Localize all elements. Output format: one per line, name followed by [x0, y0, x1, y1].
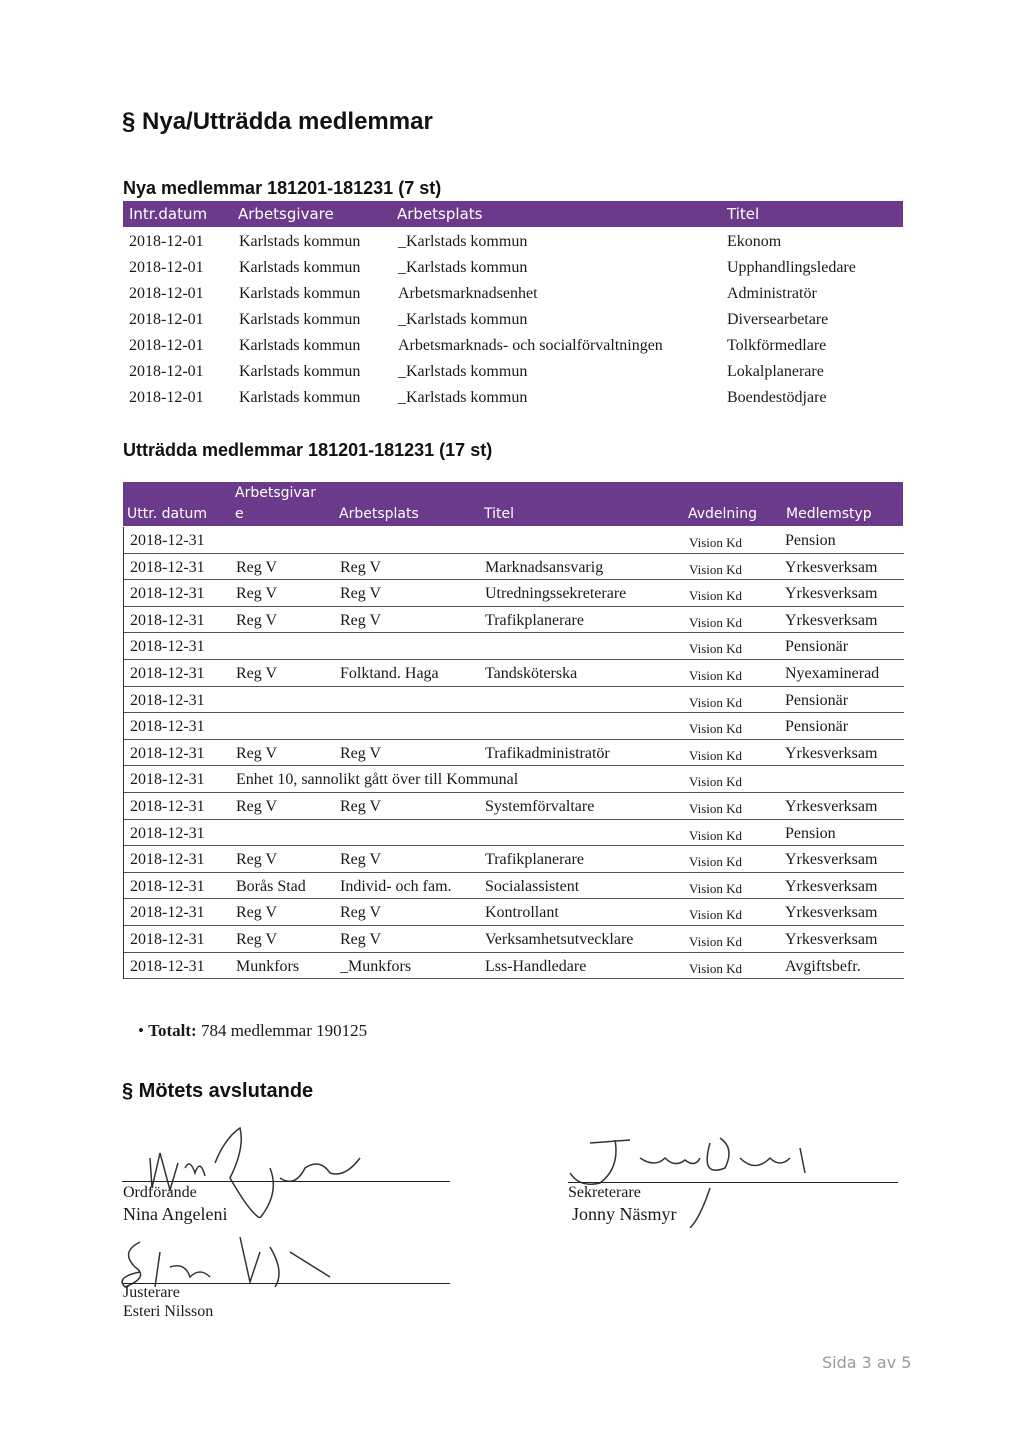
new-members-title: Nya medlemmar 181201-181231 (7 st): [123, 178, 442, 198]
table-row: [0, 308, 1024, 334]
chair-name: Nina Angeleni: [123, 1204, 228, 1224]
table-cell: _Karlstads kommun: [398, 259, 528, 276]
closing-heading: § Mötets avslutande: [122, 1080, 314, 1102]
table-row: [124, 527, 904, 554]
table-cell: 2018-12-31: [130, 824, 205, 842]
table-cell: Upphandlingsledare: [727, 259, 856, 276]
table-row: [124, 820, 904, 847]
table-cell: Karlstads kommun: [239, 259, 361, 276]
col-arbetsplats: Arbetsplats: [397, 205, 483, 223]
table-cell: Borås Stad: [236, 877, 306, 895]
table-cell: Reg V: [340, 797, 382, 815]
table-cell: Trafikplanerare: [485, 611, 584, 629]
table-cell: 2018-12-31: [130, 585, 205, 603]
table-cell: Pension: [785, 824, 836, 842]
table-cell: Vision Kd: [689, 880, 743, 896]
table-cell: Pensionär: [785, 638, 849, 656]
col-arbetsgivare-2: e: [235, 506, 244, 522]
left-members-table: [123, 527, 904, 979]
table-cell: 2018-12-01: [129, 337, 204, 354]
table-cell: Yrkesverksam: [785, 558, 878, 576]
table-cell: Karlstads kommun: [239, 311, 361, 328]
col-arbetsgivare-1: Arbetsgivar: [235, 485, 317, 501]
table-cell: Verksamhetsutvecklare: [485, 930, 634, 948]
col-arbetsgivare: Arbetsgivare: [238, 205, 334, 223]
table-cell: Administratör: [727, 285, 817, 302]
table-cell: 2018-12-31: [130, 957, 205, 975]
table-cell: Marknadsansvarig: [485, 558, 604, 576]
table-cell: Pensionär: [785, 691, 849, 709]
table-cell: Diversearbetare: [727, 311, 829, 328]
table-row: [0, 386, 1024, 412]
table-cell: Vision Kd: [689, 667, 743, 683]
table-cell: 2018-12-01: [129, 389, 204, 406]
table-cell: 2018-12-31: [130, 718, 205, 736]
col-medlemstyp: Medlemstyp: [786, 506, 872, 522]
table-row: [0, 334, 1024, 360]
table-cell: 2018-12-01: [129, 259, 204, 276]
table-cell: Vision Kd: [689, 747, 743, 763]
table-cell: Reg V: [340, 558, 382, 576]
table-cell: _Munkfors: [340, 957, 412, 975]
table-cell: 2018-12-31: [130, 930, 205, 948]
table-cell: Karlstads kommun: [239, 389, 361, 406]
table-cell: Karlstads kommun: [239, 337, 361, 354]
table-cell: 2018-12-31: [130, 797, 205, 815]
table-cell: Reg V: [236, 744, 278, 762]
table-cell: Nyexaminerad: [785, 664, 880, 682]
table-cell: Tandsköterska: [485, 664, 578, 682]
table-cell: 2018-12-01: [129, 233, 204, 250]
table-cell: Reg V: [236, 930, 278, 948]
left-members-title: Utträdda medlemmar 181201-181231 (17 st): [123, 440, 493, 460]
table-cell: Reg V: [236, 851, 278, 869]
total-text: 784 medlemmar 190125: [200, 1021, 368, 1040]
table-cell: Yrkesverksam: [785, 904, 878, 922]
table-cell: Yrkesverksam: [785, 744, 878, 762]
table-cell: Reg V: [236, 558, 278, 576]
table-cell: Yrkesverksam: [785, 851, 878, 869]
table-cell: Individ- och fam.: [340, 877, 452, 895]
table-row: [124, 580, 904, 607]
table-cell: Vision Kd: [689, 561, 743, 577]
table-cell: Reg V: [340, 851, 382, 869]
table-cell: 2018-12-31: [130, 691, 205, 709]
table-cell: 2018-12-31: [130, 904, 205, 922]
col-intr-datum: Intr.datum: [129, 205, 208, 223]
table-cell: _Karlstads kommun: [398, 311, 528, 328]
total-label: Totalt:: [148, 1021, 197, 1040]
table-cell: Vision Kd: [689, 933, 743, 949]
table-cell: Vision Kd: [689, 827, 743, 843]
table-cell: 2018-12-31: [130, 638, 205, 656]
total-line: [138, 1021, 367, 1041]
col-avdelning: Avdelning: [688, 506, 757, 522]
table-cell: Systemförvaltare: [485, 797, 595, 815]
table-cell: Vision Kd: [689, 960, 743, 976]
table-cell: Yrkesverksam: [785, 797, 878, 815]
adjuster-role: Justerare: [123, 1284, 180, 1301]
table-cell: Yrkesverksam: [785, 930, 878, 948]
table-cell: Vision Kd: [689, 588, 743, 604]
table-cell: Pensionär: [785, 718, 849, 736]
table-cell: 2018-12-01: [129, 285, 204, 302]
table-cell: 2018-12-31: [130, 664, 205, 682]
table-row: [124, 713, 904, 740]
table-row: [124, 633, 904, 660]
table-cell: Socialassistent: [485, 877, 580, 895]
table-cell: Ekonom: [727, 233, 782, 250]
table-cell: Yrkesverksam: [785, 611, 878, 629]
table-cell: Arbetsmarknads- och socialförvaltningen: [398, 337, 663, 354]
table-cell: Trafikplanerare: [485, 851, 584, 869]
bullet-icon: •: [138, 1021, 144, 1040]
table-cell: Vision Kd: [689, 800, 743, 816]
table-cell: 2018-12-31: [130, 877, 205, 895]
table-cell: Reg V: [236, 904, 278, 922]
table-row: [0, 230, 1024, 256]
table-cell: Vision Kd: [689, 907, 743, 923]
table-cell: Karlstads kommun: [239, 233, 361, 250]
table-cell: Vision Kd: [689, 614, 743, 630]
table-cell: 2018-12-31: [130, 558, 205, 576]
table-cell: Utredningssekreterare: [485, 585, 627, 603]
table-row: [124, 554, 904, 581]
table-cell: Vision Kd: [689, 774, 743, 790]
table-cell: Karlstads kommun: [239, 363, 361, 380]
table-cell: 2018-12-31: [130, 532, 205, 549]
table-row: [124, 873, 904, 900]
table-row: [0, 256, 1024, 282]
table-cell: Vision Kd: [689, 721, 743, 737]
col-uttr-datum: Uttr. datum: [127, 506, 208, 522]
table-cell: Yrkesverksam: [785, 877, 878, 895]
table-row: [124, 846, 904, 873]
table-cell: Folktand. Haga: [340, 664, 439, 682]
table-row: [0, 360, 1024, 386]
table-cell: 2018-12-31: [130, 851, 205, 869]
table-cell: Munkfors: [236, 957, 300, 975]
table-cell: Lokalplanerare: [727, 363, 824, 380]
chair-role: Ordförande: [123, 1184, 197, 1201]
table-cell: Reg V: [340, 585, 382, 603]
col-arbetsplats: Arbetsplats: [339, 506, 419, 522]
table-cell: Reg V: [340, 744, 382, 762]
secretary-role: Sekreterare: [568, 1184, 641, 1201]
table-cell: Boendestödjare: [727, 389, 827, 406]
secretary-name: Jonny Näsmyr: [572, 1204, 677, 1224]
table-cell: 2018-12-01: [129, 311, 204, 328]
table-cell: Reg V: [340, 930, 382, 948]
table-row: [124, 607, 904, 634]
chair-signature-line: [122, 1181, 450, 1182]
table-cell: Reg V: [340, 611, 382, 629]
table-row: [124, 899, 904, 926]
table-cell: Vision Kd: [689, 854, 743, 870]
table-cell: _Karlstads kommun: [398, 233, 528, 250]
table-row: [124, 766, 904, 793]
table-cell: 2018-12-31: [130, 611, 205, 629]
table-row: [124, 926, 904, 953]
table-cell: 2018-12-31: [130, 744, 205, 762]
table-cell: _Karlstads kommun: [398, 389, 528, 406]
table-row: [124, 953, 904, 980]
table-cell: Reg V: [236, 664, 278, 682]
table-row: [124, 660, 904, 687]
table-cell: Reg V: [236, 585, 278, 603]
table-cell: Tolkförmedlare: [727, 337, 827, 354]
table-cell: Reg V: [236, 797, 278, 815]
adjuster-name: Esteri Nilsson: [123, 1303, 214, 1320]
table-cell: Kontrollant: [485, 904, 559, 922]
secretary-signature-line: [568, 1182, 898, 1183]
table-cell: _Karlstads kommun: [398, 363, 528, 380]
table-row: [124, 793, 904, 820]
table-cell: Karlstads kommun: [239, 285, 361, 302]
table-row: [124, 687, 904, 714]
left-members-header: [123, 482, 903, 526]
table-cell: 2018-12-01: [129, 363, 204, 380]
signature-chair-icon: [130, 1118, 380, 1218]
table-cell: Avgiftsbefr.: [785, 957, 861, 975]
table-row: [124, 740, 904, 767]
table-cell: Reg V: [236, 611, 278, 629]
col-titel: Titel: [484, 506, 515, 522]
table-cell: Vision Kd: [689, 535, 743, 550]
table-cell: Arbetsmarknadsenhet: [398, 285, 538, 302]
table-cell: Pension: [785, 532, 836, 549]
page-number: Sida 3 av 5: [822, 1353, 912, 1372]
table-row: [0, 282, 1024, 308]
col-titel: Titel: [727, 205, 760, 223]
table-cell: Reg V: [340, 904, 382, 922]
table-cell: Yrkesverksam: [785, 585, 878, 603]
table-cell: Vision Kd: [689, 694, 743, 710]
table-cell: 2018-12-31: [130, 771, 205, 789]
table-cell: Trafikadministratör: [485, 744, 610, 762]
new-members-header: [123, 201, 903, 227]
section-heading: § Nya/Utträdda medlemmar: [122, 108, 433, 135]
table-cell: Lss-Handledare: [485, 957, 587, 975]
table-cell: Vision Kd: [689, 641, 743, 657]
table-cell: Enhet 10, sannolikt gått över till Kommunal: [236, 771, 519, 789]
